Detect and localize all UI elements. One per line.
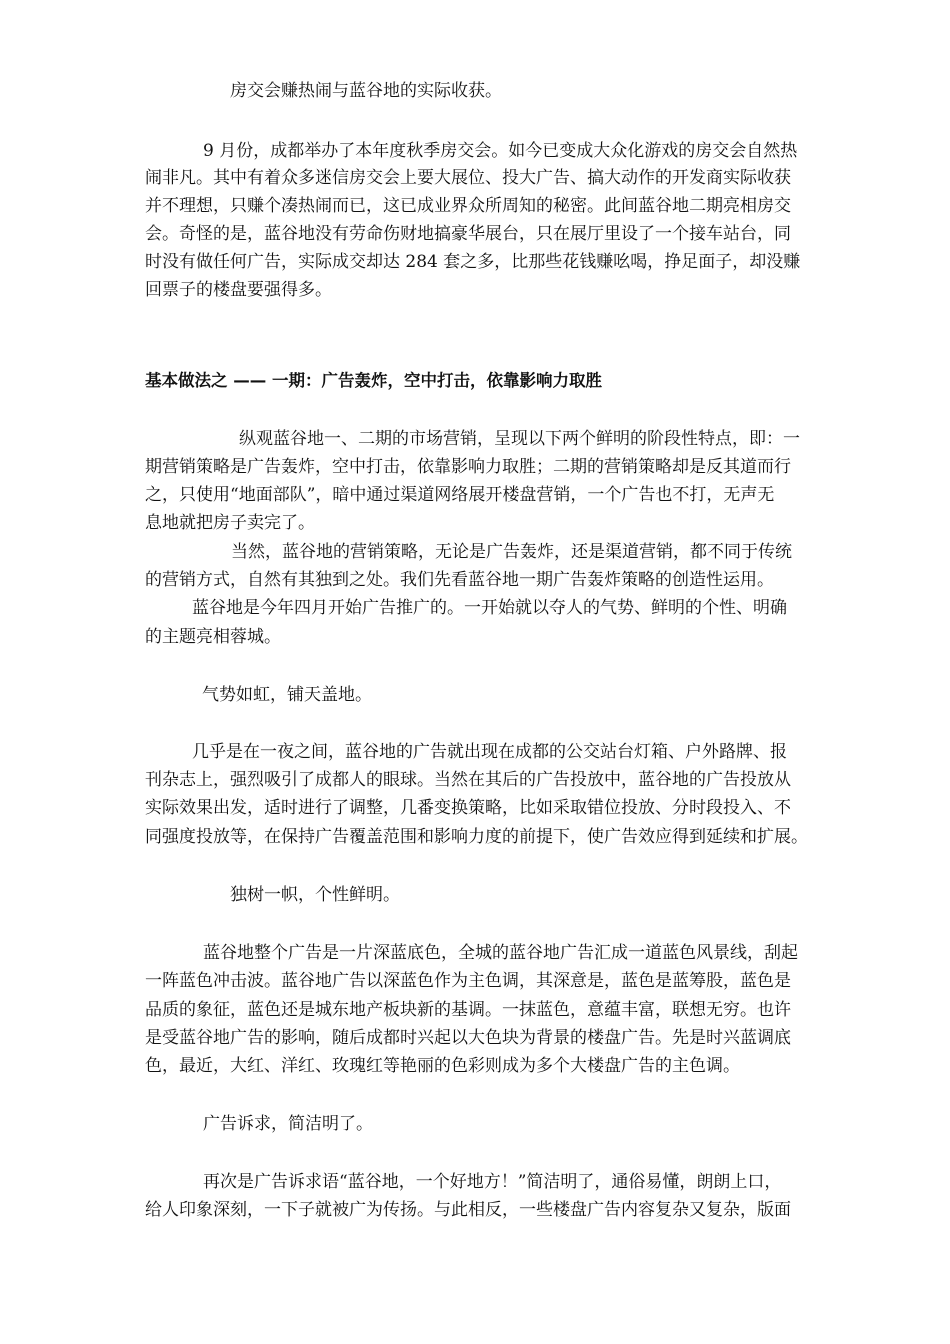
text-line: 再次是广告诉求语“蓝谷地，一个好地方！”简洁明了，通俗易懂，朗朗上口， (203, 1172, 782, 1192)
text-line: 给人印象深刻，一下子就被广为传扬。与此相反，一些楼盘广告内容复杂又复杂，版面 (145, 1200, 791, 1220)
text-line: 的主题亮相蓉城。 (145, 627, 281, 647)
subheading-unique: 独树一帜，个性鲜明。 (230, 885, 400, 905)
text-line: 纵观蓝谷地一、二期的市场营销，呈现以下两个鲜明的阶段性特点，即：一 (239, 429, 800, 449)
text-line: 刊杂志上，强烈吸引了成都人的眼球。当然在其后的广告投放中，蓝谷地的广告投放从 (145, 770, 791, 790)
section-heading: 基本做法之 —— 一期：广告轰炸，空中打击，依靠影响力取胜 (145, 371, 602, 390)
subheading-appeal: 广告诉求，简洁明了。 (203, 1114, 373, 1134)
intro-heading: 房交会赚热闹与蓝谷地的实际收获。 (230, 81, 502, 101)
text-line: 息地就把房子卖完了。 (145, 513, 315, 533)
subheading-momentum: 气势如虹，铺天盖地。 (202, 685, 372, 705)
text-line: 闹非凡。其中有着众多迷信房交会上要大展位、投大广告、搞大动作的开发商实际收获 (145, 168, 791, 188)
text-line: 当然，蓝谷地的营销策略，无论是广告轰炸，还是渠道营销，都不同于传统 (231, 542, 792, 562)
text-line: 一阵蓝色冲击波。蓝谷地广告以深蓝色作为主色调，其深意是，蓝色是蓝筹股，蓝色是 (145, 971, 791, 991)
text-line: 品质的象征，蓝色还是城东地产板块新的基调。一抹蓝色，意蕴丰富，联想无穷。也许 (145, 1000, 791, 1020)
text-line: 同强度投放等，在保持广告覆盖范围和影响力度的前提下，使广告效应得到延续和扩展。 (145, 827, 808, 847)
text-line: 是受蓝谷地广告的影响，随后成都时兴起以大色块为背景的楼盘广告。先是时兴蓝调底 (145, 1028, 791, 1048)
text-line: 回票子的楼盘要强得多。 (145, 280, 332, 300)
text-line: 色，最近，大红、洋红、玫瑰红等艳丽的色彩则成为多个大楼盘广告的主色调。 (145, 1056, 740, 1076)
text-line: 并不理想，只赚个凑热闹而已，这已成业界众所周知的秘密。此间蓝谷地二期亮相房交 (145, 196, 791, 216)
text-line: 期营销策略是广告轰炸，空中打击，依靠影响力取胜；二期的营销策略却是反其道而行 (145, 457, 791, 477)
text-line: 9 月份，成都举办了本年度秋季房交会。如今已变成大众化游戏的房交会自然热 (203, 141, 798, 161)
text-line: 会。奇怪的是，蓝谷地没有劳命伤财地搞豪华展台，只在展厅里设了一个接车站台，同 (145, 224, 791, 244)
text-line: 实际效果出发，适时进行了调整，几番变换策略，比如采取错位投放、分时段投入、不 (145, 798, 791, 818)
text-line: 几乎是在一夜之间，蓝谷地的广告就出现在成都的公交站台灯箱、户外路牌、报 (192, 742, 787, 762)
text-line: 时没有做任何广告，实际成交却达 284 套之多，比那些花钱赚吆喝，挣足面子，却没赚 (145, 252, 801, 272)
text-line: 的营销方式，自然有其独到之处。我们先看蓝谷地一期广告轰炸策略的创造性运用。 (145, 570, 774, 590)
text-line: 蓝谷地整个广告是一片深蓝底色，全城的蓝谷地广告汇成一道蓝色风景线，刮起 (203, 943, 798, 963)
text-line: 蓝谷地是今年四月开始广告推广的。一开始就以夺人的气势、鲜明的个性、明确 (192, 598, 787, 618)
text-line: 之，只使用“地面部队”，暗中通过渠道网络展开楼盘营销，一个广告也不打，无声无 (145, 485, 775, 505)
